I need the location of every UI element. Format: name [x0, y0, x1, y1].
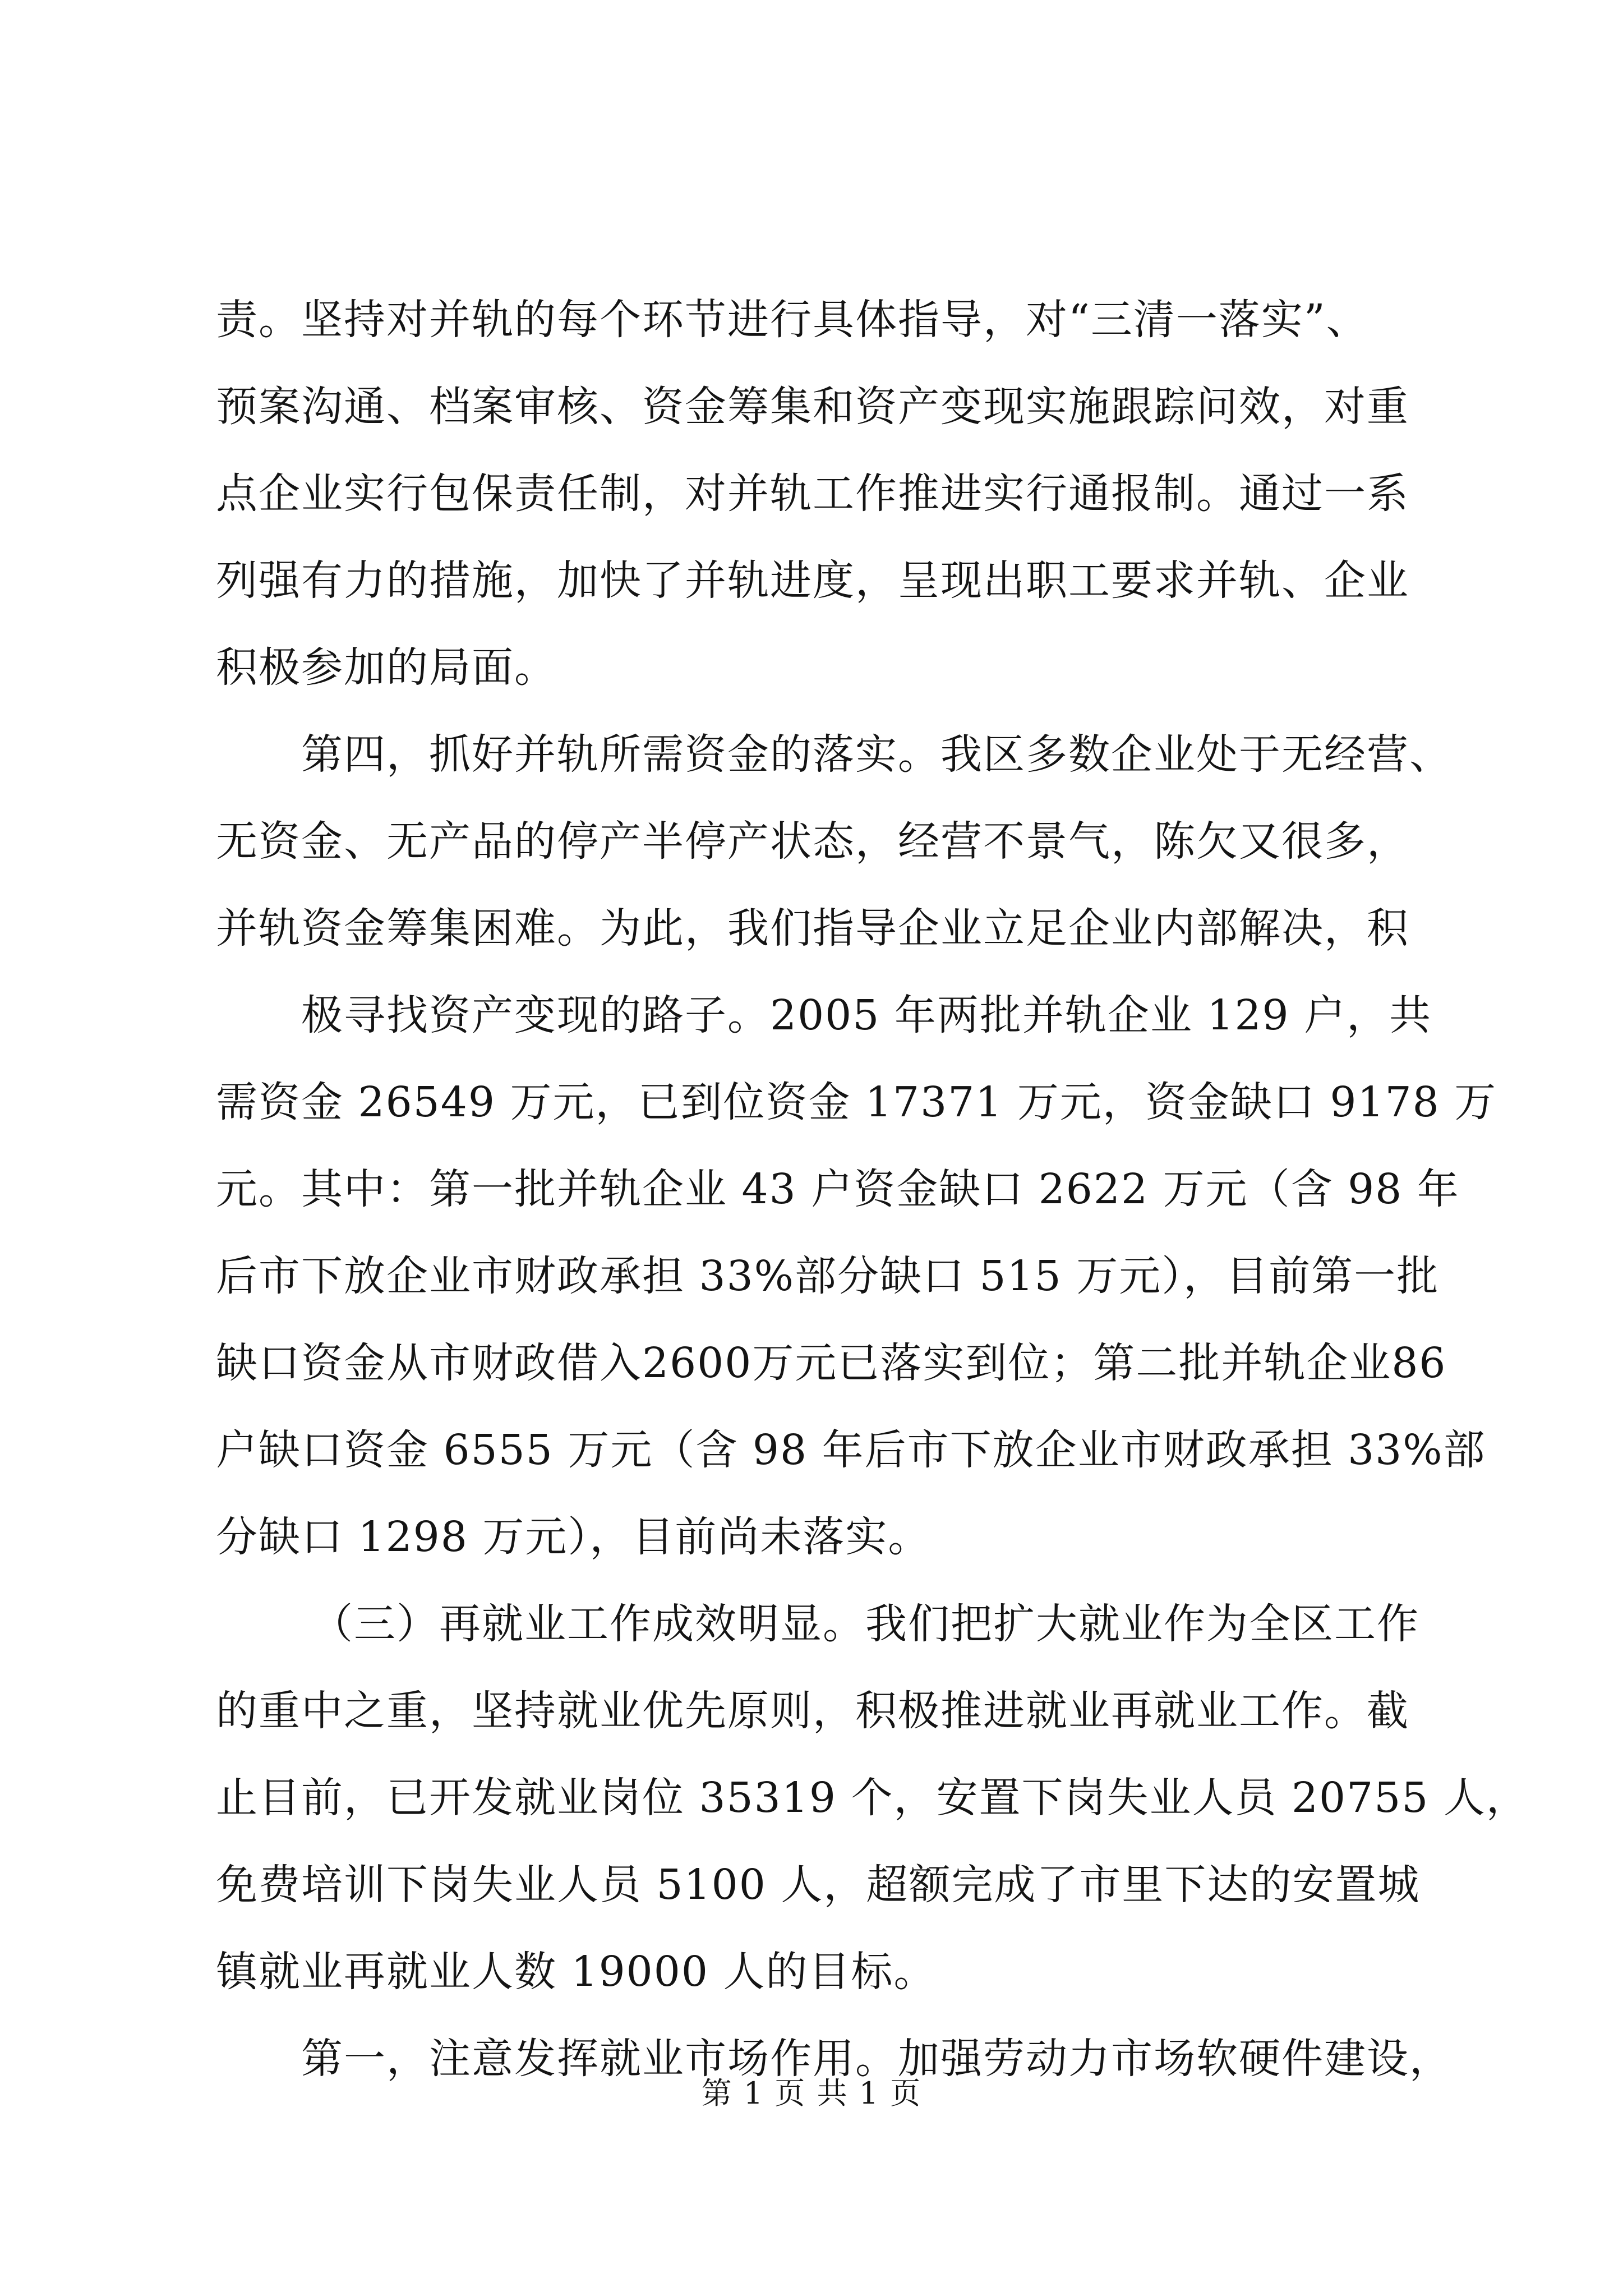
text-line: 第一，注意发挥就业市场作用。加强劳动力市场软硬件建设， [301, 2035, 1452, 2083]
text-line: 户缺口资金 6555 万元（含 98 年后市下放企业市财政承担 33%部 [216, 1426, 1486, 1474]
text-line: 列强有力的措施，加快了并轨进度，呈现出职工要求并轨、企业 [216, 556, 1409, 605]
page-footer: 第 1 页 共 1 页 [701, 2076, 922, 2111]
text-line: 的重中之重，坚持就业优先原则，积极推进就业再就业工作。截 [216, 1687, 1409, 1735]
text-line: 并轨资金筹集困难。为此，我们指导企业立足企业内部解决，积 [216, 904, 1409, 953]
text-line: 极寻找资产变现的路子。2005 年两批并轨企业 129 户，共 [301, 991, 1432, 1039]
text-line: 镇就业再就业人数 19000 人的目标。 [216, 1948, 937, 1996]
text-line: 点企业实行包保责任制，对并轨工作推进实行通报制。通过一系 [216, 470, 1409, 518]
text-line: 责。坚持对并轨的每个环节进行具体指导，对“三清一落实”、 [216, 296, 1369, 344]
text-line: 止目前，已开发就业岗位 35319 个，安置下岗失业人员 20755 人， [216, 1774, 1529, 1822]
text-line: 免费培训下岗失业人员 5100 人，超额完成了市里下达的安置城 [216, 1861, 1421, 1909]
text-line: 无资金、无产品的停产半停产状态，经营不景气，陈欠又很多， [216, 817, 1409, 866]
text-line: 需资金 26549 万元，已到位资金 17371 万元，资金缺口 9178 万 [216, 1078, 1497, 1126]
text-line: 积极参加的局面。 [216, 643, 557, 692]
text-line: 分缺口 1298 万元），目前尚未落实。 [216, 1513, 931, 1561]
text-line: 元。其中：第一批并轨企业 43 户资金缺口 2622 万元（含 98 年 [216, 1165, 1460, 1213]
text-line: 第四，抓好并轨所需资金的落实。我区多数企业处于无经营、 [301, 730, 1452, 779]
text-line: 缺口资金从市财政借入2600万元已落实到位；第二批并轨企业86 [216, 1339, 1447, 1387]
text-line: 预案沟通、档案审核、资金筹集和资产变现实施跟踪问效，对重 [216, 383, 1409, 431]
text-line: 后市下放企业市财政承担 33%部分缺口 515 万元），目前第一批 [216, 1252, 1440, 1300]
text-line: （三）再就业工作成效明显。我们把扩大就业作为全区工作 [311, 1600, 1419, 1648]
